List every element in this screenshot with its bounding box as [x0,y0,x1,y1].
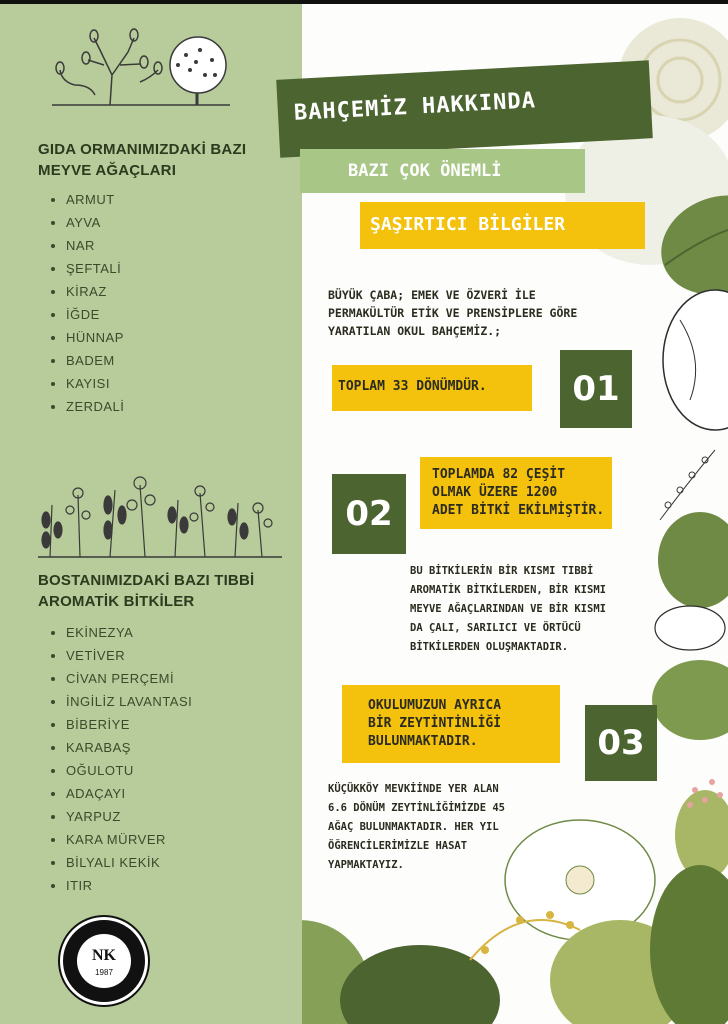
intro-paragraph [328,286,577,340]
intro-line: PERMAKÜLTÜR ETİK VE PRENSİPLERE GÖRE [328,306,578,320]
fact-2-line: ADET BİTKİ EKİLMİŞTİR. [432,503,605,518]
section2-title-line2: AROMATİK BİTKİLER [38,593,195,610]
list-item: İĞDE [48,303,124,326]
olive-paragraph [328,780,505,875]
leaf-icon [650,865,728,1024]
list-item: KİRAZ [48,280,124,303]
plants-paragraph [410,562,606,657]
herb-list [48,621,192,897]
fact-2-line: TOPLAMDA 82 ÇEŞİT [432,467,566,482]
section1-title [38,139,246,181]
fact-3-line: OKULUMUZUN AYRICA [368,698,502,713]
section1-title-line2: MEYVE AĞAÇLARI [38,162,177,179]
list-item: ŞEFTALİ [48,257,124,280]
plants-line: AROMATİK BİTKİLERDEN, BİR KISMI [410,584,606,596]
fact-3-line: BİR ZEYTİNTİNLİĞİ [368,716,502,731]
section2-title-line1: BOSTANIMIZDAKİ BAZI TIBBİ [38,572,255,589]
section2-title [38,570,254,612]
fact-2-line: OLMAK ÜZERE 1200 [432,485,558,500]
main-title-text: BAHÇEMİZ HAKKINDA [293,88,537,126]
list-item: ITIR [48,874,192,897]
plants-line: MEYVE AĞAÇLARINDAN VE BİR KISMI [410,603,606,615]
round-tree-icon [170,37,226,105]
plants-line: BU BİTKİLERİN BİR KISMI TIBBİ [410,565,594,577]
fact-box-2 [420,457,612,529]
list-item: BİBERİYE [48,713,192,736]
subtitle-2-text: ŞAŞIRTICI BİLGİLER [370,214,566,235]
white-flower-icon [655,606,725,650]
herbs-illustration [0,465,302,565]
list-item: EKİNEZYA [48,621,192,644]
olive-line: ÖĞRENCİLERİMİZLE HASAT [328,840,468,852]
olive-line: KÜÇÜKKÖY MEVKİİNDE YER ALAN [328,783,499,795]
logo-initials: NK [92,947,116,964]
olive-line: AĞAÇ BULUNMAKTADIR. HER YIL [328,821,499,833]
list-item: ADAÇAYI [48,782,192,805]
list-item: VETİVER [48,644,192,667]
leaf-icon [340,945,500,1024]
list-item: HÜNNAP [48,326,124,349]
fact-number-1: 01 [560,350,632,428]
subtitle-box-1 [300,149,585,193]
logo-year: 1987 [95,968,113,977]
plants-line: DA ÇALI, SARILICI VE ÖRTÜCÜ [410,622,581,634]
list-item: AYVA [48,211,124,234]
leaf-icon [652,660,728,740]
list-item: BİLYALI KEKİK [48,851,192,874]
list-item: KARA MÜRVER [48,828,192,851]
sprig-icon [660,450,715,520]
trees-illustration [0,20,302,140]
list-item: ARMUT [48,188,124,211]
bare-tree-icon [56,29,162,105]
herb-icon [42,477,272,557]
fact-3-line: BULUNMAKTADIR. [368,734,478,749]
list-item: KARABAŞ [48,736,192,759]
fact-box-3 [342,685,560,763]
leaf-icon [658,512,728,608]
fruit-tree-list [48,188,124,418]
school-logo [60,917,148,1005]
subtitle-1-text: BAZI ÇOK ÖNEMLİ [348,161,502,181]
olive-line: 6.6 DÖNÜM ZEYTİNLİĞİMİZDE 45 [328,802,506,814]
list-item: OĞULOTU [48,759,192,782]
list-item: ZERDALİ [48,395,124,418]
fact-number-3: 03 [585,705,657,781]
subtitle-box-2 [360,202,645,249]
section1-title-line1: GIDA ORMANIMIZDAKİ BAZI [38,141,247,158]
list-item: İNGİLİZ LAVANTASI [48,690,192,713]
plants-line: BİTKİLERDEN OLUŞMAKTADIR. [410,641,569,653]
fact-box-1 [332,365,532,411]
intro-line: BÜYÜK ÇABA; EMEK VE ÖZVERİ İLE [328,288,536,302]
list-item: CİVAN PERÇEMİ [48,667,192,690]
list-item: KAYISI [48,372,124,395]
fact-1-text: TOPLAM 33 DÖNÜMDÜR. [338,379,487,394]
list-item: NAR [48,234,124,257]
olive-line: YAPMAKTAYIZ. [328,859,404,871]
fact-number-2: 02 [332,474,406,554]
list-item: BADEM [48,349,124,372]
list-item: YARPUZ [48,805,192,828]
intro-line: YARATILAN OKUL BAHÇEMİZ.; [328,324,502,338]
